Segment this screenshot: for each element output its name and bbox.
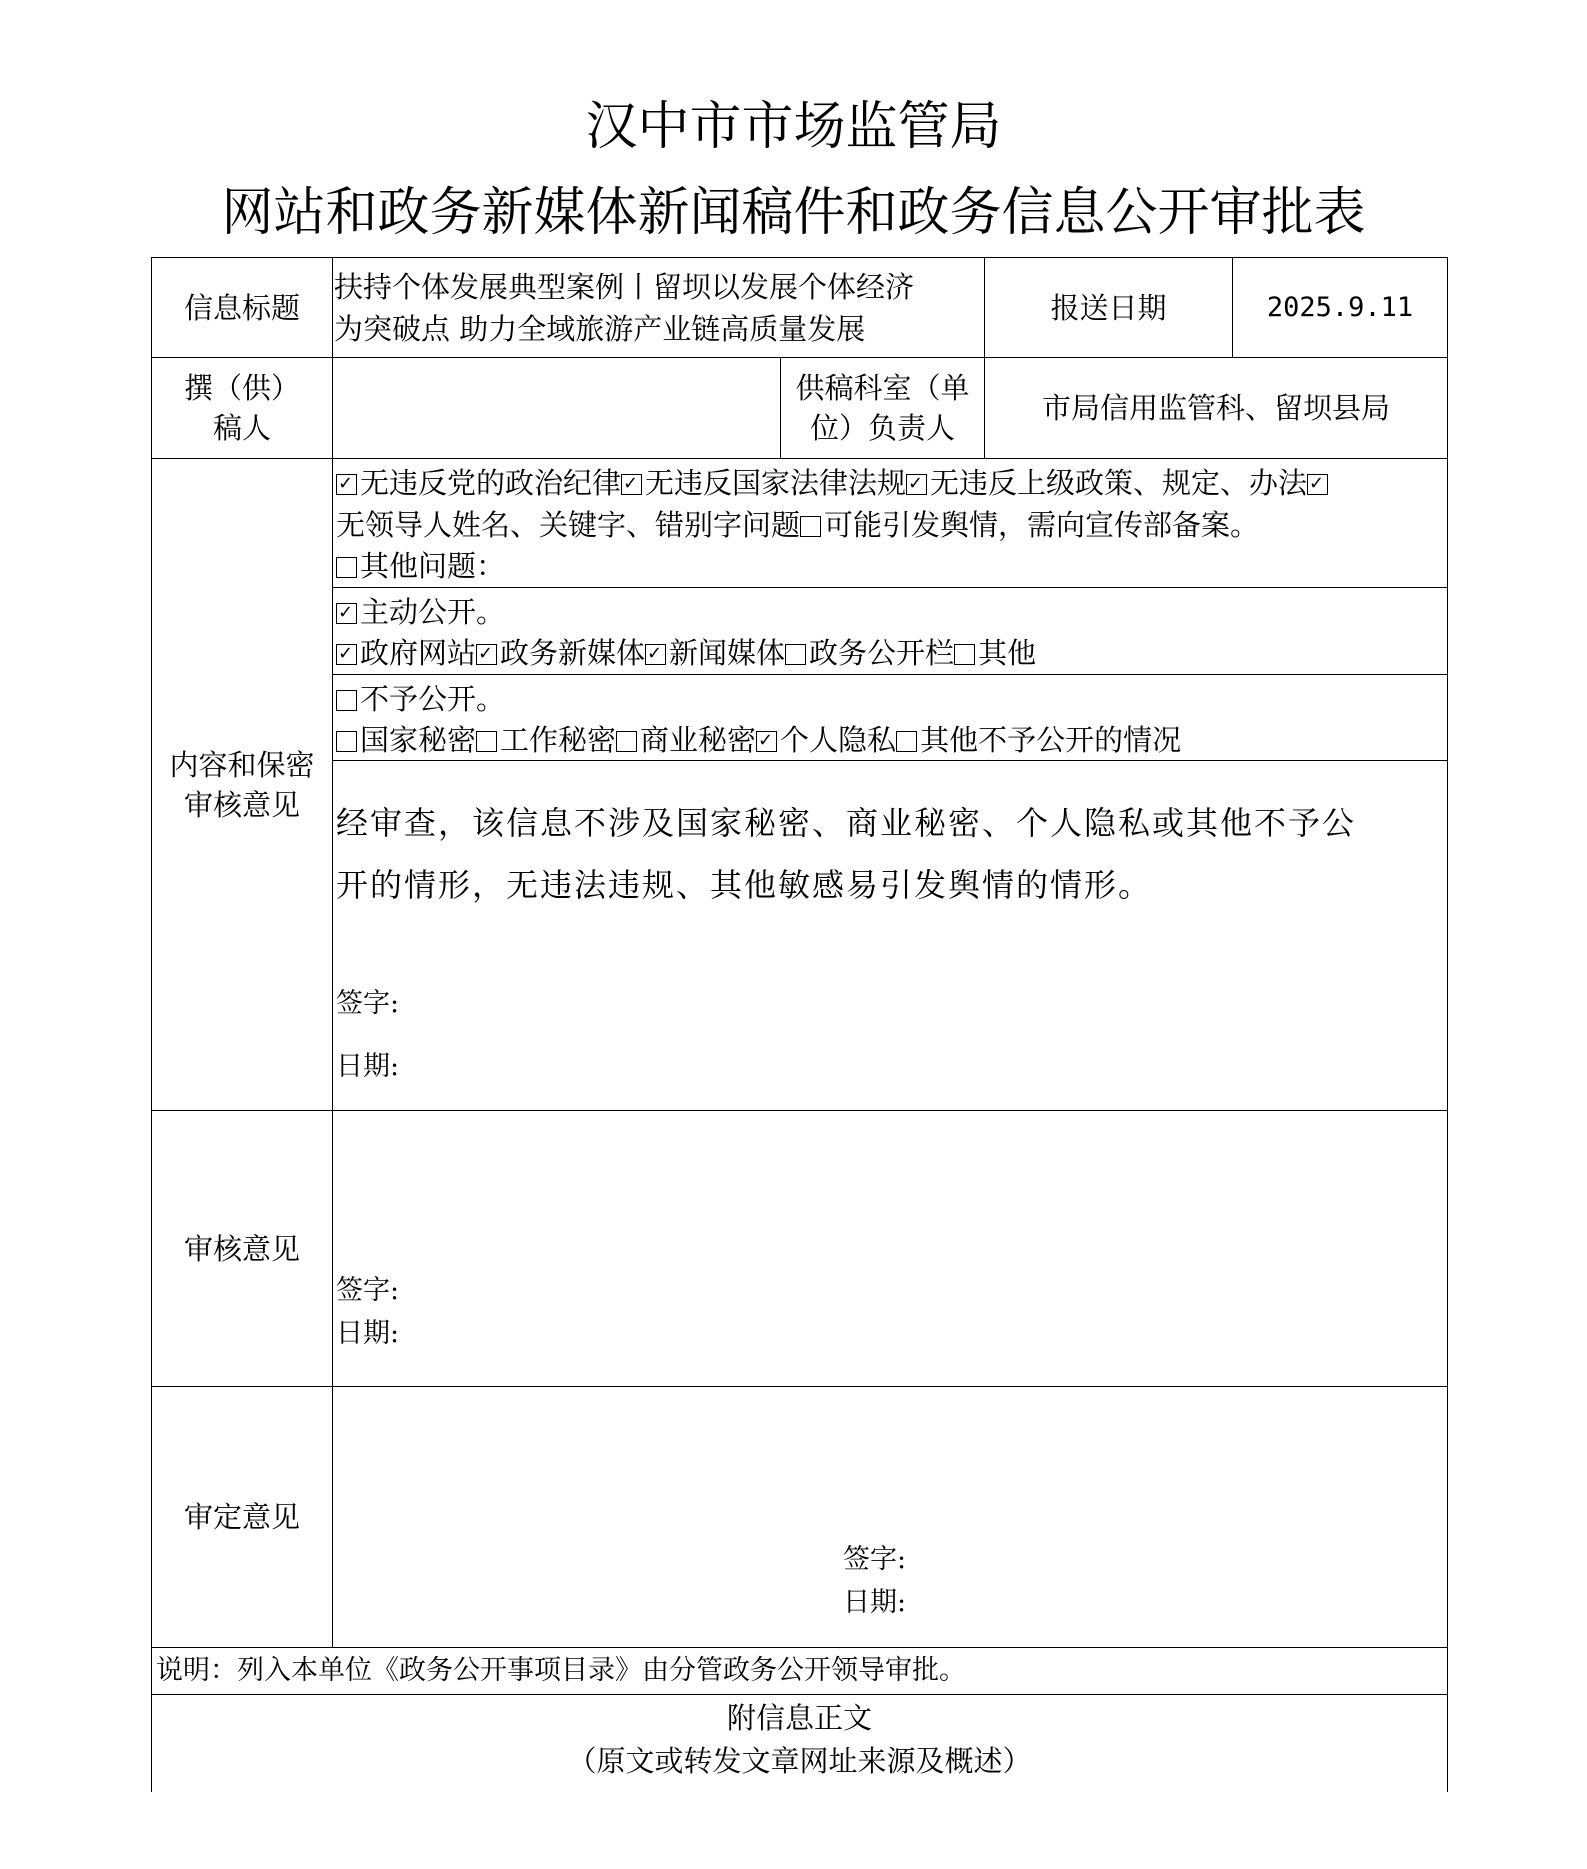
check-group2-line: ✓政府网站✓ 政务新媒体✓ 新闻媒体 政务公开栏 其他 [336,632,1036,674]
review-label-line1: 内容和保密 [169,747,315,782]
check-group3-line: 国家秘密 工作秘密 商业秘密✓ 个人隐私 其他不予公开的情况 [336,719,1181,761]
checkbox-bulletin-board[interactable] [785,644,806,665]
checkbox-state-secret[interactable] [336,731,357,752]
check-group1-line1: ✓无违反党的政治纪律✓ 无违反国家法律法规✓ 无违反上级政策、规定、办法✓ [336,462,1331,504]
submit-date-label: 报送日期 [1050,290,1167,325]
checkbox-policy[interactable] [906,474,927,495]
page-title: 汉中市市场监管局 [585,97,1002,157]
title-label: 信息标题 [183,290,300,325]
author-label-line2: 稿人 [212,411,271,445]
check-group3-head: 不予公开。 [336,678,505,720]
check-group1-line2: 无领导人姓名、关键字、错别字问题 可能引发舆情，需向宣传部备案。 [336,508,1260,542]
checkbox-news-media[interactable] [645,644,666,665]
checkbox-other-issues[interactable] [336,557,357,578]
check-group1-line3: 其他问题： [336,545,505,587]
submit-date-value: 2025.9.11 [1266,291,1414,323]
approval-date-label: 日期: [843,1587,907,1618]
checkbox-not-disclosed[interactable] [336,690,357,711]
note-text: 说明：列入本单位《政务公开事项目录》由分管政务公开领导审批。 [156,1655,966,1686]
checkbox-public-opinion[interactable] [800,516,821,537]
review-label-line2: 审核意见 [183,787,300,822]
checkbox-political[interactable] [336,474,357,495]
attachment-subtitle: （原文或转发文章网址来源及概述） [567,1744,1032,1778]
checkbox-privacy[interactable] [756,731,777,752]
checkbox-work-secret[interactable] [476,731,497,752]
review-label [152,459,332,1110]
form-title: 网站和政务新媒体新闻稿件和政务信息公开审批表 [221,183,1366,243]
checkbox-gov-website[interactable] [336,644,357,665]
attachment-title: 附信息正文 [726,1701,872,1735]
review-sign-label: 签字: [336,988,400,1019]
audit-sign-label: 签字: [336,1275,400,1306]
dept-label [781,358,984,458]
checkbox-other-not-disclosed[interactable] [896,731,917,752]
dept-label-line2: 位）负责人 [809,411,955,445]
audit-date-label: 日期: [336,1318,400,1349]
author-label [152,358,332,458]
checkbox-leader-names[interactable] [1307,474,1328,495]
checkbox-proactive-disclosure[interactable] [336,603,357,624]
checkbox-gov-new-media[interactable] [476,644,497,665]
checkbox-other-channel[interactable] [954,644,975,665]
approval-sign-label: 签字: [843,1544,907,1575]
author-value [333,358,780,458]
author-label-line1: 撰（供） [183,371,300,405]
review-opinion-line2: 开的情形，无违法违规、其他敏感易引发舆情的情形。 [336,866,1153,904]
audit-label: 审核意见 [183,1231,300,1266]
dept-label-line1: 供稿科室（单 [795,371,970,405]
approval-label: 审定意见 [183,1500,300,1534]
checkbox-business-secret[interactable] [616,731,637,752]
review-date-label: 日期: [336,1051,400,1082]
dept-value: 市局信用监管科、留坝县局 [1041,391,1390,425]
checkbox-law[interactable] [621,474,642,495]
review-opinion-line1: 经审查，该信息不涉及国家秘密、商业秘密、个人隐私或其他不予公 [336,804,1357,842]
info-title-line1: 扶持个体发展典型案例丨留坝以发展个体经济 [334,270,915,304]
check-group2-head: ✓主动公开。 [336,591,505,633]
info-title-line2: 为突破点 助力全域旅游产业链高质量发展 [334,312,866,346]
